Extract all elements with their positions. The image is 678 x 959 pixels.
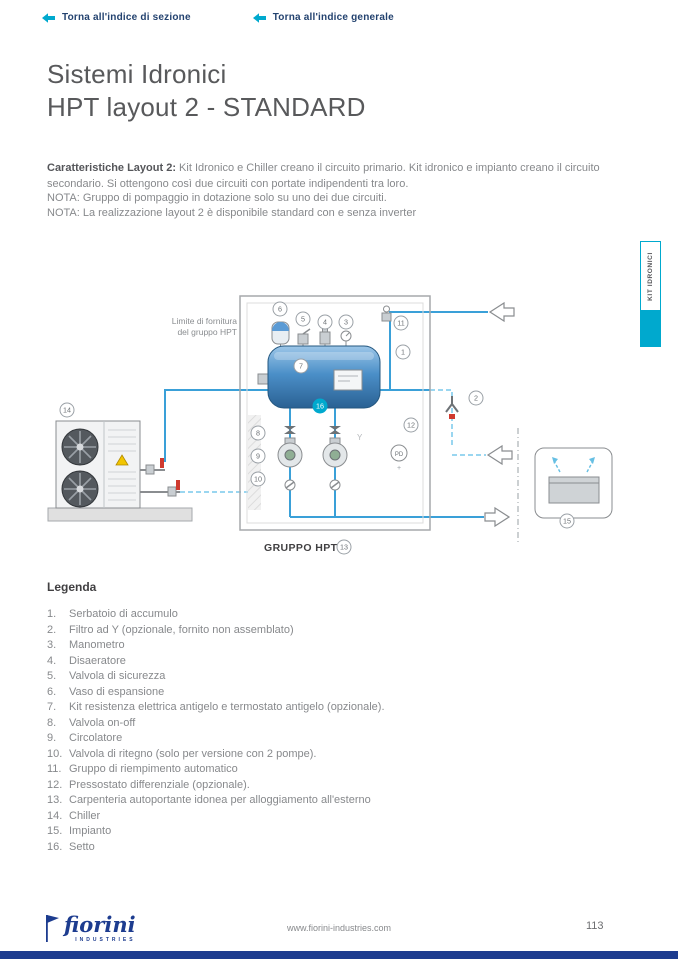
intro-lead: Caratteristiche Layout 2: (47, 162, 176, 174)
fan (62, 471, 98, 507)
legend-item-number: 12. (47, 778, 63, 791)
legend-item-number: 11. (47, 763, 62, 775)
nav-link-general-label: Torna all'indice generale (272, 12, 394, 23)
legend-item-number: 14. (47, 809, 63, 822)
legend-heading: Legenda (47, 580, 97, 594)
safety-valve (298, 329, 310, 344)
legend-item-text: Chiller (69, 809, 101, 822)
back-arrow-icon (253, 13, 266, 23)
circulator-pump (278, 438, 302, 467)
legend-list (47, 607, 617, 855)
legend-item (47, 747, 617, 763)
chiller-base (48, 508, 192, 521)
legend-item (47, 840, 617, 856)
legend-item-text: Setto (69, 840, 95, 853)
footer-url[interactable]: www.fiorini-industries.com (286, 923, 392, 933)
legend-item (47, 669, 617, 685)
flow-arrow-out-bottom (485, 508, 509, 526)
callout-7 (294, 359, 308, 373)
svg-text:11: 11 (397, 318, 405, 328)
callout-5 (296, 312, 310, 326)
callout-16 (313, 399, 327, 413)
legend-item-number: 16. (47, 840, 63, 853)
svg-text:+: + (396, 465, 402, 472)
legend-item-text: Manometro (69, 639, 125, 651)
flow-arrow-in-top (490, 303, 514, 321)
svg-text:5: 5 (301, 314, 305, 324)
legend-item-text: Impianto (69, 825, 112, 837)
note-2: NOTA: La realizzazione layout 2 è disponibile standard con e senza inverter (47, 206, 417, 219)
legend-item (47, 824, 617, 840)
legend-item-number: 2. (47, 623, 57, 636)
legend-item-number: 7. (47, 701, 57, 713)
brand-subtitle: INDUSTRIES (75, 937, 136, 943)
callout-8 (251, 426, 265, 440)
svg-text:1: 1 (401, 347, 405, 357)
svg-text:8: 8 (256, 428, 260, 438)
legend-item (47, 762, 617, 778)
svg-text:2: 2 (474, 393, 478, 403)
y-drain-label: Y (357, 433, 363, 442)
callout-6 (273, 302, 287, 316)
legend-item-text: Valvola di sicurezza (69, 670, 166, 682)
callout-13 (337, 540, 351, 554)
svg-text:15: 15 (563, 516, 571, 526)
chiller (48, 421, 192, 521)
brand-name: fiorini (64, 912, 136, 937)
air-separator (320, 328, 330, 344)
supply-limit-label (172, 316, 237, 337)
circulator-pump (323, 438, 347, 467)
on-off-valve (329, 426, 341, 434)
legend-item (47, 623, 617, 639)
check-valve (285, 480, 295, 490)
svg-text:del gruppo HPT: del gruppo HPT (177, 327, 237, 337)
legend-item-text: Carpenteria autoportante idonea per alloggiamento all'esterno (69, 794, 371, 806)
svg-text:3: 3 (344, 317, 348, 327)
legend-item-text: Pressostato differenziale (opzionale). (69, 778, 250, 791)
nav-link-general-index[interactable] (253, 12, 394, 23)
legend-item (47, 716, 617, 732)
fan (62, 429, 98, 465)
legend-item-number: 3. (47, 639, 57, 651)
callout-2 (469, 391, 483, 405)
callout-12 (404, 418, 418, 432)
valve-assembly (140, 458, 180, 496)
legend-item-number: 15. (47, 825, 63, 837)
diagram-caption: GRUPPO HPT (264, 542, 338, 554)
legend-item-text: Serbatoio di accumulo (69, 608, 178, 620)
expansion-vessel (272, 322, 289, 344)
title-line-2: HPT layout 2 - STANDARD (47, 92, 366, 123)
legend-item-number: 1. (47, 608, 57, 620)
legend-item (47, 793, 617, 809)
legend-item-number: 5. (47, 670, 57, 682)
intro-paragraph (47, 161, 615, 192)
callout-11 (394, 316, 408, 330)
svg-text:7: 7 (299, 361, 303, 371)
legend (47, 580, 617, 855)
legend-item-text: Valvola di ritegno (solo per versione con 2 pompe). (69, 747, 317, 760)
legend-item-text: Gruppo di riempimento automatico (69, 763, 238, 775)
page-number: 113 (586, 920, 604, 932)
legend-item-text: Circolatore (69, 732, 123, 744)
svg-text:Limite di fornitura: Limite di fornitura (171, 316, 237, 326)
legend-item (47, 778, 617, 794)
legend-item-text: Vaso di espansione (69, 685, 165, 698)
pressure-gauge (341, 331, 351, 341)
flow-arrows (485, 303, 514, 526)
legend-item (47, 638, 617, 654)
legend-item-number: 4. (47, 654, 57, 667)
intro-body: Kit Idronico e Chiller creano il circuito primario. Kit idronico e impianto creano il circuito secondario. Si ottengono così due circuiti con portate indipendenti tra loro. (47, 162, 600, 190)
filling-unit (382, 306, 391, 321)
on-off-valve (284, 426, 296, 434)
svg-text:9: 9 (256, 451, 260, 461)
thermostat-kit-box (334, 370, 362, 390)
svg-text:13: 13 (340, 542, 348, 552)
note-1: NOTA: Gruppo di pompaggio in dotazione solo su uno dei due circuiti. (47, 192, 387, 204)
system-unit (535, 448, 612, 518)
legend-item (47, 685, 617, 701)
legend-item (47, 731, 617, 747)
svg-text:6: 6 (278, 304, 282, 314)
notes (47, 191, 615, 220)
callout-10 (251, 472, 265, 486)
svg-text:12: 12 (407, 420, 415, 430)
y-filter (446, 396, 458, 419)
legend-item (47, 607, 617, 623)
callout-14 (60, 403, 74, 417)
legend-item-text: Filtro ad Y (opzionale, fornito non assemblato) (69, 623, 294, 636)
callout-1 (396, 345, 410, 359)
nav-link-section-index[interactable] (42, 12, 191, 23)
legend-item-text: Disaeratore (69, 654, 126, 667)
callout-15 (560, 514, 574, 528)
legend-item (47, 809, 617, 825)
svg-text:4: 4 (323, 317, 327, 327)
legend-item-text: Kit resistenza elettrica antigelo e termostato antigelo (opzionale). (69, 701, 385, 713)
legend-item-number: 13. (47, 794, 63, 806)
nav-link-section-label: Torna all'indice di sezione (62, 12, 191, 23)
footer-bar (0, 951, 678, 959)
pressure-switch (391, 445, 407, 472)
flow-arrow-in-mid (488, 446, 512, 464)
svg-text:16: 16 (316, 401, 324, 411)
legend-item-number: 10. (47, 747, 63, 760)
legend-item-number: 9. (47, 732, 57, 744)
back-arrow-icon (42, 13, 55, 23)
legend-item-text: Valvola on-off (69, 716, 136, 729)
svg-text:10: 10 (254, 474, 262, 484)
callout-4 (318, 315, 332, 329)
legend-item (47, 700, 617, 716)
legend-item-number: 8. (47, 716, 57, 729)
page-title (47, 58, 366, 125)
legend-item (47, 654, 617, 670)
section-tab-label: KIT IDRONICI (647, 251, 655, 301)
hpt-diagram (0, 288, 678, 566)
callout-3 (339, 315, 353, 329)
legend-item-number: 6. (47, 685, 57, 698)
top-nav (42, 12, 394, 23)
callout-9 (251, 449, 265, 463)
title-line-1: Sistemi Idronici (47, 59, 227, 89)
svg-text:PD: PD (394, 452, 404, 458)
svg-text:14: 14 (63, 405, 71, 415)
check-valve (330, 480, 340, 490)
